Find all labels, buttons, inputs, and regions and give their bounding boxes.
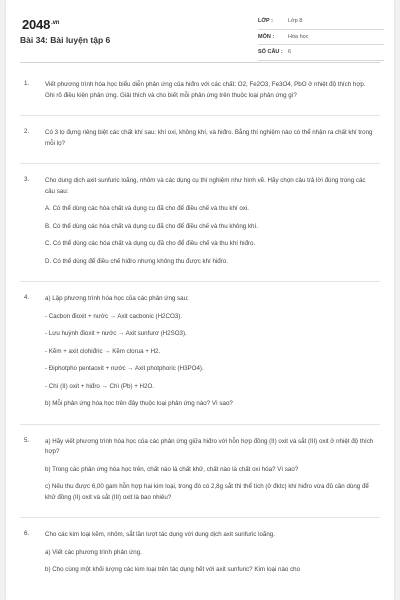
answer-option-b: B. Có thể dùng các hóa chất và dụng cụ đã cho để điều chế và thu không khí.	[45, 222, 258, 230]
meta-label: LỚP :	[258, 18, 273, 25]
question-divider	[20, 115, 380, 116]
reaction-item: - Chì (II) oxit + hiđro → Chì (Pb) + H2O.	[45, 382, 155, 390]
answer-option-d: D. Có thể dùng để điều chế hiđro nhưng không thu được khí hiđro.	[45, 257, 228, 265]
question-divider	[20, 424, 380, 425]
question-3	[6, 176, 394, 267]
question-text: Có 3 lọ đựng riêng biệt các chất khí sau: khí oxi, không khí, và hiđro. Bằng thí nghiệm nào có thể nhận ra chất khí trong mỗi lọ?	[45, 129, 373, 147]
question-divider	[20, 163, 380, 164]
header-divider	[20, 62, 380, 63]
question-2	[6, 128, 394, 149]
question-number: 6.	[24, 530, 30, 537]
reaction-item: - Lưu huỳnh đioxit + nước → Axit sunfurơ (H2SO3).	[45, 330, 187, 337]
worksheet-page	[6, 0, 394, 600]
meta-row-class	[258, 14, 384, 30]
meta-row-subject	[258, 30, 384, 46]
question-divider	[20, 517, 380, 518]
meta-label: SỐ CÂU :	[258, 49, 283, 56]
question-number: 2.	[24, 128, 30, 135]
question-text: Cho các kim loại kẽm, nhôm, sắt lần lượt tác dụng với dung dịch axit sunfuric loãng.	[45, 531, 275, 538]
meta-table	[258, 14, 384, 61]
question-number: 3.	[24, 176, 30, 183]
sub-question: b) Cho cùng một khối lượng các kim loại trên tác dụng hết với axit sunfuric? Kim loại nào cho	[45, 566, 301, 573]
question-text: a) Lập phương trình hóa học của các phản ứng sau:	[45, 295, 189, 302]
meta-value: 6	[288, 49, 292, 56]
question-1	[6, 80, 394, 101]
question-4	[6, 294, 394, 410]
meta-value: Hóa học	[288, 33, 309, 40]
question-text: Cho dung dịch axit sunfuric loãng, nhôm và các dụng cụ thí nghiệm như hình vẽ. Hãy chọn câu trả lời đúng trong các câu sau:	[45, 177, 366, 195]
question-text: Viết phương trình hóa học biểu diễn phản ứng của hiđro với các chất: O2, Fe2O3, Fe3O4, PbO ở nhiệt độ thích hợp. Ghi rõ điều kiện phản ứng. Giải thích và cho biết mỗi phản ứng trên thuộc loại phản ứng gì?	[45, 81, 366, 99]
answer-option-c: C. Có thể dùng các hóa chất và dụng cụ đã cho để điều chế và thu khí hiđro.	[45, 240, 256, 247]
reaction-item: - Cacbon đioxit + nước → Axit cacbonic (H2CO3).	[45, 312, 182, 320]
question-list	[6, 80, 394, 590]
worksheet-header	[6, 0, 394, 62]
question-number: 1.	[24, 80, 30, 87]
meta-label: MÔN :	[258, 33, 275, 40]
sub-question: b) Mỗi phản ứng hóa học trên đây thuộc loại phản ứng nào? Vì sao?	[45, 400, 233, 407]
question-divider	[20, 281, 380, 282]
meta-value: Lớp 8	[288, 18, 303, 25]
question-6	[6, 530, 394, 576]
question-5	[6, 437, 394, 504]
site-logo[interactable]: $2048^{.vn}$	[22, 17, 60, 32]
lesson-title: Bài 34: Bài luyện tập 6	[20, 35, 111, 45]
sub-question: a) Viết các phương trình phản ứng.	[45, 548, 142, 556]
sub-question: c) Nếu thu được 6,00 gam hỗn hợp hai kim loại, trong đó có 2,8g sắt thì thể tích (ở đktc) khí hiđro vừa đủ cần dùng để khử đồng (II) oxit và sắt (III) oxit là bao nhiêu?	[45, 483, 369, 501]
question-number: 4.	[24, 294, 30, 301]
meta-row-count	[258, 45, 384, 61]
sub-question: b) Trong các phản ứng hóa học trên, chất nào là chất khử, chất nào là chất oxi hóa? Vì sao?	[45, 465, 299, 473]
answer-option-a: A. Có thể dùng các hóa chất và dụng cụ đã cho để điều chế và thu khí oxi.	[45, 205, 249, 212]
question-text: a) Hãy viết phương trình hóa học của các phản ứng giữa hiđro với hỗn hợp đồng (II) oxit và sắt (III) oxit ở nhiệt độ thích hợp?	[45, 437, 374, 455]
reaction-item: - Điphotpho pentaoxit + nước → Axit photphoric (H3PO4).	[45, 365, 204, 372]
reaction-item: - Kẽm + axit clohiđric → Kẽm clorua + H2.	[45, 347, 161, 355]
question-number: 5.	[24, 436, 30, 444]
